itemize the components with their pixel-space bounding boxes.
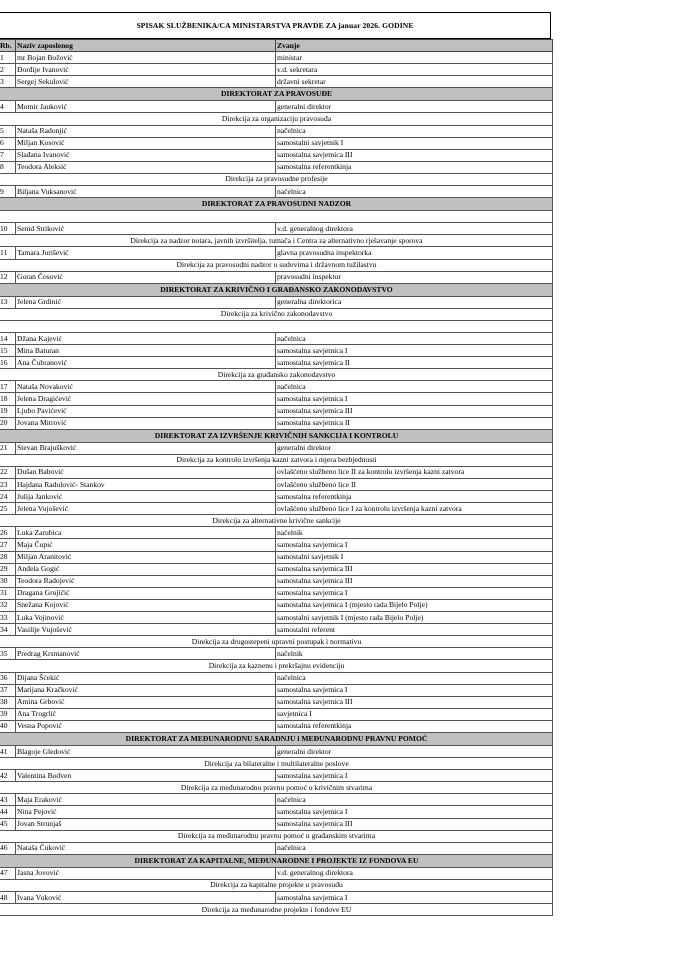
table-row	[0, 271, 553, 283]
row-rank: v.d. generalnog direktora	[276, 867, 553, 879]
row-number: 5	[0, 125, 16, 137]
row-name: Goran Čosović	[16, 271, 276, 283]
unit-name: Direkcija za nadzor notara, javnih izvršitelja, tumača i Centra za alternativno rješavanje sporova	[0, 235, 553, 247]
row-number: 17	[0, 381, 16, 393]
row-rank: samostalna savjetnica I	[276, 345, 553, 357]
row-rank: generalni direktor	[276, 442, 553, 454]
row-rank: načelnica	[276, 672, 553, 684]
row-name: Momir Jauković	[16, 101, 276, 113]
table-row	[0, 539, 553, 551]
row-rank: ovlašćeno službeno lice II za kontrolu izvršenja kazni zatvora	[276, 466, 553, 478]
row-number: 32	[0, 599, 16, 611]
row-rank: v.d. generalnog direktora	[276, 223, 553, 235]
row-number: 6	[0, 137, 16, 149]
row-rank: načelnica	[276, 842, 553, 854]
table-row	[0, 527, 553, 539]
row-name: Predrag Krsmanović	[16, 648, 276, 660]
row-rank: načelnica	[276, 794, 553, 806]
unit-name: Direkcija za pravosudni nadzor u sudovima i državnom tužilastvu	[0, 259, 553, 271]
row-name: Slađana Ivanović	[16, 149, 276, 161]
directorate-unit-row	[0, 904, 553, 916]
directorate-row	[0, 283, 553, 296]
row-name: Senid Striković	[16, 223, 276, 235]
row-rank: samostalna savjetnica I (mjesto rada Bijelo Polje)	[276, 599, 553, 611]
row-rank: načelnik	[276, 527, 553, 539]
row-number: 29	[0, 563, 16, 575]
table-row	[0, 551, 553, 563]
table-row	[0, 503, 553, 515]
row-rank: državni sekretar	[276, 76, 553, 88]
row-number: 30	[0, 575, 16, 587]
directorate-name: DIREKTORAT ZA PRAVOSUDNI NADZOR	[0, 198, 553, 211]
row-name: Mina Baturan	[16, 345, 276, 357]
table-row	[0, 892, 553, 904]
directorate-unit-row	[0, 259, 553, 271]
directorate-unit-row	[0, 636, 553, 648]
table-row	[0, 393, 553, 405]
table-row	[0, 332, 553, 344]
unit-name: Direkcija za međunarodnu pravnu pomoć u građanskim stvarima	[0, 830, 553, 842]
row-name: Sergej Sekulović	[16, 76, 276, 88]
row-rank: načelnica	[276, 332, 553, 344]
table-row	[0, 442, 553, 454]
row-name: Jelena Grdinić	[16, 296, 276, 308]
row-rank: načelnica	[276, 381, 553, 393]
row-name: Jovan Strunjaš	[16, 818, 276, 830]
table-row	[0, 624, 553, 636]
row-name: Anđela Gogić	[16, 563, 276, 575]
row-number: 7	[0, 149, 16, 161]
row-number: 39	[0, 708, 16, 720]
directorate-unit-row	[0, 515, 553, 527]
table-row	[0, 818, 553, 830]
directorate-unit-row	[0, 113, 553, 125]
table-row	[0, 491, 553, 503]
unit-name: Direkcija za krivično zakonodavstvo	[0, 308, 553, 320]
table-row	[0, 770, 553, 782]
row-rank: generalni direktor	[276, 745, 553, 757]
table-row	[0, 794, 553, 806]
row-name: Snežana Kojović	[16, 599, 276, 611]
directorate-row	[0, 198, 553, 211]
row-rank: samostalna savjetnica I	[276, 539, 553, 551]
row-number: 21	[0, 442, 16, 454]
row-number: 18	[0, 393, 16, 405]
row-rank: samostalna savjetnica III	[276, 405, 553, 417]
table-row	[0, 52, 553, 64]
table-row	[0, 867, 553, 879]
unit-name: Direkcija za međunarodnu pravnu pomoć u krivičnim stvarima	[0, 782, 553, 794]
row-name: Jovana Mitrović	[16, 417, 276, 429]
row-rank: samostalni savjetnik I (mjesto rada Bijelo Polje)	[276, 612, 553, 624]
row-number: 43	[0, 794, 16, 806]
row-rank: samostalna referentkinja	[276, 720, 553, 732]
table-row	[0, 479, 553, 491]
row-number: 19	[0, 405, 16, 417]
row-number: 23	[0, 479, 16, 491]
row-number: 13	[0, 296, 16, 308]
directorate-row	[0, 854, 553, 867]
row-name: Nina Pejović	[16, 806, 276, 818]
directorate-unit-row	[0, 235, 553, 247]
row-number: 46	[0, 842, 16, 854]
row-name: Miljan Kosović	[16, 137, 276, 149]
table-row	[0, 357, 553, 369]
row-name: Valentina Bodven	[16, 770, 276, 782]
table-row	[0, 64, 553, 76]
blank-cell	[0, 320, 553, 332]
row-number: 27	[0, 539, 16, 551]
row-number: 33	[0, 612, 16, 624]
row-name: Dijana Šćekić	[16, 672, 276, 684]
row-number: 35	[0, 648, 16, 660]
row-number: 42	[0, 770, 16, 782]
row-name: Jelena Vujošević	[16, 503, 276, 515]
table-row	[0, 223, 553, 235]
table-header-row	[0, 40, 553, 52]
row-rank: samostalna savjetnica III	[276, 818, 553, 830]
row-name: mr Bojan Božović	[16, 52, 276, 64]
row-number: 4	[0, 101, 16, 113]
row-name: Nataša Čuković	[16, 842, 276, 854]
blank-row	[0, 211, 553, 223]
row-number: 37	[0, 684, 16, 696]
row-rank: samostalna savjetnica I	[276, 892, 553, 904]
row-rank: načelnik	[276, 648, 553, 660]
unit-name: Direkcija za bilateralne i multilateralne poslove	[0, 758, 553, 770]
row-number: 1	[0, 52, 16, 64]
row-number: 16	[0, 357, 16, 369]
row-number: 24	[0, 491, 16, 503]
row-name: Nataša Novaković	[16, 381, 276, 393]
row-name: Maja Čupić	[16, 539, 276, 551]
row-rank: samostalna savjetnica I	[276, 770, 553, 782]
row-number: 45	[0, 818, 16, 830]
row-name: Dušan Babović	[16, 466, 276, 478]
unit-name: Direkcija za kontrolu izvršenja kazni zatvora i mjera bezbjednosti	[0, 454, 553, 466]
table-row	[0, 125, 553, 137]
directorate-unit-row	[0, 782, 553, 794]
header-number: Rb.	[0, 40, 16, 52]
row-name: Biljana Vuksanović	[16, 186, 276, 198]
table-row	[0, 575, 553, 587]
row-number: 22	[0, 466, 16, 478]
row-name: Đorđije Ivanović	[16, 64, 276, 76]
table-row	[0, 587, 553, 599]
row-name: Hajdana Radulović- Stankov	[16, 479, 276, 491]
row-rank: savjetnica I	[276, 708, 553, 720]
header-name: Naziv zaposlenog	[16, 40, 276, 52]
row-number: 28	[0, 551, 16, 563]
row-number: 20	[0, 417, 16, 429]
row-number: 2	[0, 64, 16, 76]
row-rank: ministar	[276, 52, 553, 64]
table-row	[0, 612, 553, 624]
row-rank: samostalni referent	[276, 624, 553, 636]
row-number: 38	[0, 696, 16, 708]
table-row	[0, 648, 553, 660]
table-row	[0, 137, 553, 149]
unit-name: Direkcija za alternativne krivične sankcije	[0, 515, 553, 527]
row-number: 25	[0, 503, 16, 515]
employee-table	[0, 39, 553, 916]
unit-name: Direkcija za drugostepeni upravni postupak i normativu	[0, 636, 553, 648]
row-rank: pravosudni inspektor	[276, 271, 553, 283]
directorate-unit-row	[0, 660, 553, 672]
row-name: Vesna Popović	[16, 720, 276, 732]
table-row	[0, 842, 553, 854]
table-row	[0, 296, 553, 308]
document-title: SPISAK SLUŽBENIKA/CA MINISTARSTVA PRAVDE ZA januar 2026. GODINE	[0, 12, 551, 39]
employee-list-document	[0, 12, 551, 916]
row-name: Stevan Brajušković	[16, 442, 276, 454]
table-row	[0, 466, 553, 478]
row-name: Dragana Grujičić	[16, 587, 276, 599]
directorate-name: DIREKTORAT ZA KRIVIČNO I GRAĐANSKO ZAKONODAVSTVO	[0, 283, 553, 296]
row-rank: ovlašćeno službeno lice II	[276, 479, 553, 491]
row-name: Ljubo Pavićević	[16, 405, 276, 417]
table-row	[0, 684, 553, 696]
directorate-name: DIREKTORAT ZA MEĐUNARODNU SARADNJU i MEĐUNARODNU PRAVNU POMOĆ	[0, 732, 553, 745]
table-row	[0, 696, 553, 708]
directorate-unit-row	[0, 758, 553, 770]
table-row	[0, 345, 553, 357]
row-name: Vasilije Vujošević	[16, 624, 276, 636]
table-row	[0, 247, 553, 259]
table-row	[0, 672, 553, 684]
directorate-row	[0, 732, 553, 745]
row-rank: samostalni savjetnik I	[276, 551, 553, 563]
directorate-name: DIREKTORAT ZA IZVRŠENJE KRIVIČNIH SANKCIJA I KONTROLU	[0, 429, 553, 442]
row-number: 44	[0, 806, 16, 818]
row-name: Amina Grbović	[16, 696, 276, 708]
row-number: 26	[0, 527, 16, 539]
row-rank: generalni direktor	[276, 101, 553, 113]
row-name: Jelena Dragićević	[16, 393, 276, 405]
row-name: Ivana Vuković	[16, 892, 276, 904]
row-rank: samostalna savjetnica II	[276, 357, 553, 369]
row-rank: samostalna savjetnica I	[276, 393, 553, 405]
unit-name: Direkcija za međunarodne projekte i fondove EU	[0, 904, 553, 916]
row-name: Blagoje Gledović	[16, 745, 276, 757]
directorate-name: DIREKTORAT ZA PRAVOSUĐE	[0, 88, 553, 101]
directorate-unit-row	[0, 173, 553, 185]
row-name: Luka Vojinović	[16, 612, 276, 624]
row-number: 36	[0, 672, 16, 684]
directorate-unit-row	[0, 830, 553, 842]
directorate-unit-row	[0, 308, 553, 320]
directorate-unit-row	[0, 369, 553, 381]
unit-name: Direkcija za pravosudne profesije	[0, 173, 553, 185]
row-rank: samostalna savjetnica III	[276, 696, 553, 708]
row-rank: samostalni savjetnik I	[276, 137, 553, 149]
table-body	[0, 52, 553, 916]
table-row	[0, 149, 553, 161]
table-row	[0, 563, 553, 575]
row-number: 9	[0, 186, 16, 198]
row-name: Julija Janković	[16, 491, 276, 503]
row-name: Džana Kajević	[16, 332, 276, 344]
table-row	[0, 101, 553, 113]
row-rank: samostalna referentkinja	[276, 491, 553, 503]
row-name: Tamara Jurišević	[16, 247, 276, 259]
row-name: Ana Trogrlić	[16, 708, 276, 720]
table-row	[0, 161, 553, 173]
header-rank: Zvanje	[276, 40, 553, 52]
row-name: Teodora Radojević	[16, 575, 276, 587]
directorate-name: DIREKTORAT ZA KAPITALNE, MEĐUNARODNE I PROJEKTE IZ FONDOVA EU	[0, 854, 553, 867]
directorate-unit-row	[0, 879, 553, 891]
row-number: 47	[0, 867, 16, 879]
row-number: 40	[0, 720, 16, 732]
row-number: 11	[0, 247, 16, 259]
table-row	[0, 381, 553, 393]
directorate-row	[0, 429, 553, 442]
unit-name: Direkcija za kaznenu i prekršajnu evidenciju	[0, 660, 553, 672]
row-number: 15	[0, 345, 16, 357]
row-rank: samostalna savjetnica I	[276, 684, 553, 696]
unit-name: Direkcija za kapitalne projekte u pravosuđu	[0, 879, 553, 891]
row-number: 48	[0, 892, 16, 904]
row-rank: samostalna savjetnica III	[276, 575, 553, 587]
row-name: Miljan Aranitović	[16, 551, 276, 563]
row-number: 41	[0, 745, 16, 757]
blank-row	[0, 320, 553, 332]
row-rank: samostalna savjetnica II	[276, 417, 553, 429]
table-row	[0, 708, 553, 720]
row-rank: načelnica	[276, 125, 553, 137]
row-rank: samostalna savjetnica III	[276, 149, 553, 161]
row-rank: samostalna savjetnica III	[276, 563, 553, 575]
row-rank: v.d. sekretara	[276, 64, 553, 76]
directorate-row	[0, 88, 553, 101]
row-number: 10	[0, 223, 16, 235]
directorate-unit-row	[0, 454, 553, 466]
row-name: Jasna Jovović	[16, 867, 276, 879]
table-row	[0, 745, 553, 757]
row-name: Nataša Radonjić	[16, 125, 276, 137]
table-row	[0, 599, 553, 611]
table-row	[0, 417, 553, 429]
row-name: Luka Zarubica	[16, 527, 276, 539]
row-number: 8	[0, 161, 16, 173]
row-name: Marijana Kračković	[16, 684, 276, 696]
table-row	[0, 76, 553, 88]
row-rank: samostalna savjetnica I	[276, 587, 553, 599]
row-rank: samostalna referentkinja	[276, 161, 553, 173]
table-row	[0, 720, 553, 732]
row-number: 14	[0, 332, 16, 344]
unit-name: Direkcija za građansko zakonodavstvo	[0, 369, 553, 381]
row-number: 12	[0, 271, 16, 283]
row-rank: načelnica	[276, 186, 553, 198]
row-number: 3	[0, 76, 16, 88]
unit-name: Direkcija za organizaciju pravosuđa	[0, 113, 553, 125]
row-rank: glavna pravosudna inspektorka	[276, 247, 553, 259]
row-name: Ana Čubranović	[16, 357, 276, 369]
row-rank: generalna direktorica	[276, 296, 553, 308]
row-name: Teodora Aleksić	[16, 161, 276, 173]
table-row	[0, 405, 553, 417]
row-number: 31	[0, 587, 16, 599]
row-number: 34	[0, 624, 16, 636]
table-row	[0, 186, 553, 198]
row-rank: samostalna savjetnica I	[276, 806, 553, 818]
row-rank: ovlašćeno službeno lice I za kontrolu izvršenja kazni zatvora	[276, 503, 553, 515]
row-name: Maja Eraković	[16, 794, 276, 806]
blank-cell	[0, 211, 553, 223]
table-row	[0, 806, 553, 818]
